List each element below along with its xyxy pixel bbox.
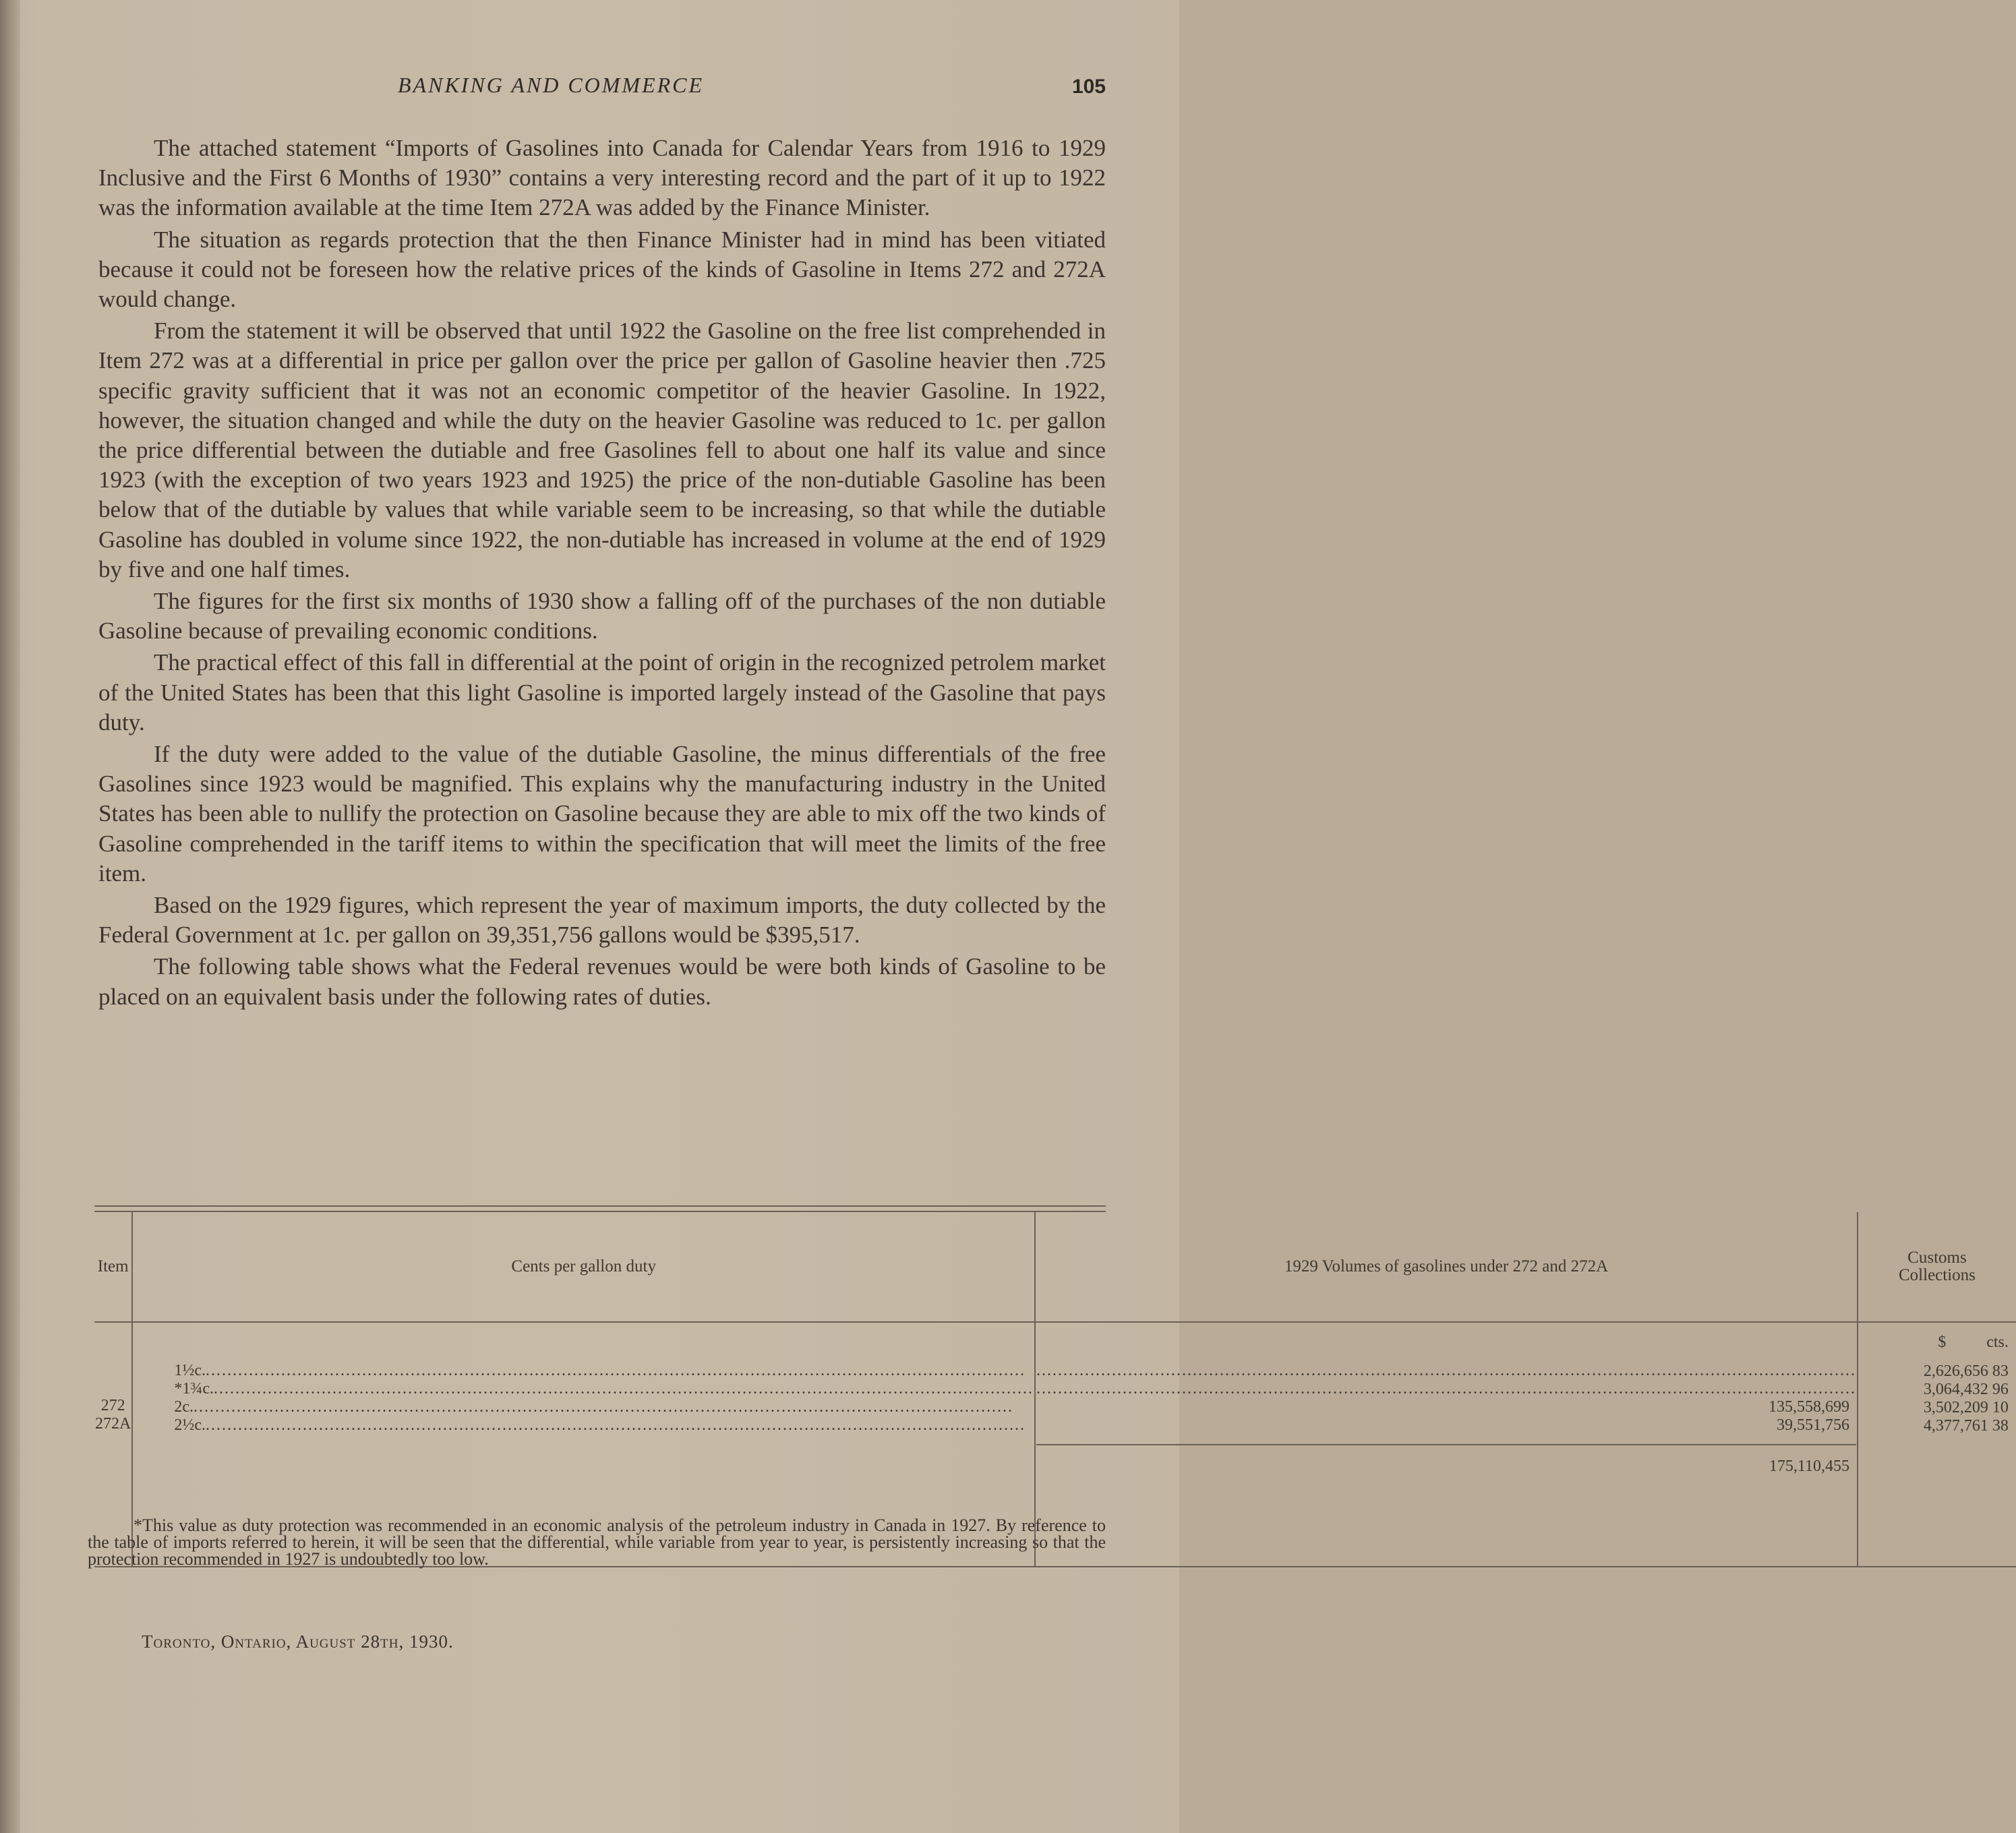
dot-leader	[214, 1380, 1034, 1398]
header-rate: Cents per gallon duty	[132, 1212, 1035, 1322]
cents-unit: cts.	[1986, 1333, 2009, 1351]
body-text	[98, 133, 1106, 1014]
paragraph: The situation as regards protection that the then Finance Minister had in mind has been vitiated because it could not be foreseen how the relative prices of the kinds of Gasoline in Items 272 and 272A would change.	[98, 226, 1106, 313]
header-volume: 1929 Volumes of gasolines under 272 and 272A	[1035, 1212, 1858, 1322]
duty-table-container	[94, 1205, 2009, 1567]
rate-row	[134, 1362, 1034, 1380]
collection-value: 2,626,656 83	[1923, 1362, 2009, 1380]
running-head: BANKING AND COMMERCE	[398, 73, 705, 97]
rate-row	[134, 1398, 1034, 1416]
paragraph: From the statement it will be observed that until 1922 the Gasoline on the free list comprehended in Item 272 was at a differential in price per gallon over the price per gallon of Gasoline heavier then .725 specific gravity sufficient that it was not an economic competitor of the heavier Gasoline. In 1922, however, the situation changed and while the duty on the heavier Gasoline was reduced to 1c. per gallon the price differential between the dutiable and free Gasolines fell to about one half its value and since 1923 (with the exception of two years 1923 and 1925) the price of the non-dutiable Gasoline has been below that of the dutiable by values that while variable seem to be increasing, so that while the dutiable Gasoline has doubled in volume since 1922, the non-dutiable has increased in volume at the end of 1929 by five and one half times.	[98, 318, 1106, 582]
page-number: 105	[1071, 76, 1106, 98]
footnote-text: *This value as duty protection was recommended in an economic analysis of the petroleum industry in Canada in 1927. By reference to the table of imports referred to herein, it will be seen that the differential, while variable from year to year, is persistently increasing so that the protection recommended in 1927 is undoubtedly too low.	[88, 1515, 1106, 1569]
book-spine-shadow	[0, 0, 20, 1833]
collection-value: 4,377,761 38	[1923, 1417, 2009, 1435]
rate-value: 2½c.	[174, 1416, 206, 1434]
place-date-signoff: Toronto, Ontario, August 28th, 1930.	[142, 1631, 454, 1652]
item-272: 272	[100, 1397, 125, 1414]
dot-leader	[194, 1398, 1034, 1416]
paragraph: The attached statement “Imports of Gasolines into Canada for Calendar Years from 1916 to 1929 Inclusive and the First 6 Months of 1930” contains a very interesting record and the part of it up to 1922 was the information available at the time Item 272A was added by the Finance Minister.	[98, 135, 1106, 221]
collection-value: 3,064,432 96	[1923, 1381, 2009, 1398]
paragraph: The figures for the first six months of 1930 show a falling off of the purchases of the non dutiable Gasoline because of prevailing economic conditions.	[98, 588, 1106, 644]
paragraph: The practical effect of this fall in differential at the point of origin in the recognized petrolem market of the United States has been that this light Gasoline is imported largely instead of the Gasoline that pays duty.	[98, 649, 1106, 735]
dot-leader	[206, 1362, 1034, 1380]
rate-row	[134, 1380, 1034, 1398]
paragraph: If the duty were added to the value of the dutiable Gasoline, the minus differentials of the free Gasolines since 1923 would be magnified. This explains why the manufacturing industry in the United States has been able to nullify the protection on Gasoline because they are able to mix off the two kinds of Gasoline comprehended in the tariff items to within the specification that will meet the limits of the free item.	[98, 741, 1106, 887]
header-item: Item	[97, 1257, 129, 1275]
header-collections: Customs Collections	[1858, 1212, 2016, 1322]
duty-table	[94, 1212, 2016, 1567]
volume-total: 175,110,455	[1769, 1458, 1849, 1475]
dot-leader	[1036, 1362, 1856, 1380]
item-272a: 272A	[95, 1415, 131, 1433]
dot-leader	[1036, 1380, 1856, 1398]
collections-cell	[1858, 1322, 2016, 1567]
rate-value: 2c.	[174, 1398, 194, 1416]
page-header	[101, 73, 1106, 100]
volume-value: 135,558,699	[1769, 1398, 1849, 1416]
volume-cell	[1035, 1322, 1858, 1567]
rate-value: 1½c.	[174, 1362, 206, 1379]
dot-leader	[206, 1416, 1034, 1435]
currency-units	[1859, 1333, 2015, 1352]
collection-value: 3,502,209 10	[1923, 1399, 2009, 1416]
rate-value: *1¾c.	[174, 1380, 214, 1398]
table-header-row	[94, 1212, 2016, 1322]
paragraph: The following table shows what the Federal revenues would be were both kinds of Gasoline to be placed on an equivalent basis under the following rates of duties.	[98, 953, 1106, 1010]
footnote	[88, 1517, 1106, 1567]
volume-value: 39,551,756	[1036, 1416, 1856, 1445]
volume-leader-row	[1036, 1380, 1856, 1398]
volume-leader-row	[1036, 1362, 1856, 1380]
dollar-unit: $	[1938, 1333, 1947, 1351]
rate-row	[134, 1416, 1034, 1435]
paragraph: Based on the 1929 figures, which represent the year of maximum imports, the duty collected by the Federal Government at 1c. per gallon on 39,351,756 gallons would be $395,517.	[98, 892, 1106, 949]
table-top-rule	[94, 1205, 1106, 1212]
